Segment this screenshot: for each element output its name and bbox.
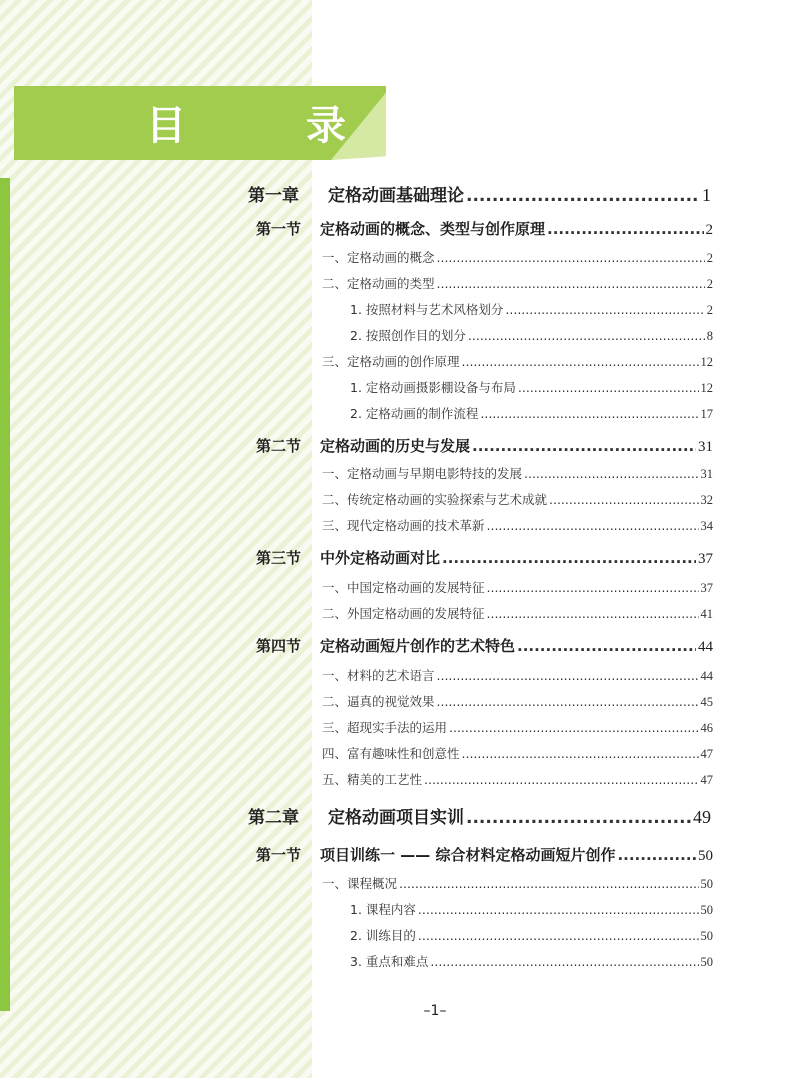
entry-title: 项目训练一 —— 综合材料定格动画短片创作 xyxy=(320,846,616,864)
entry-title: 一、定格动画的概念 xyxy=(322,250,435,265)
entry-page-number: 12 xyxy=(700,355,713,369)
dot-leader xyxy=(418,902,699,917)
dot-leader xyxy=(430,954,698,969)
toc-item xyxy=(322,744,713,762)
entry-title: 1. 按照材料与艺术风格划分 xyxy=(350,302,504,317)
entry-page-number: 46 xyxy=(700,721,713,735)
dot-leader xyxy=(399,876,698,891)
entry-title: 一、中国定格动画的发展特征 xyxy=(322,580,485,595)
entry-page-number: 41 xyxy=(700,607,713,621)
entry-page-number: 50 xyxy=(700,877,713,891)
entry-page-number: 2 xyxy=(705,222,713,238)
toc-item xyxy=(350,926,713,944)
chapter-entry xyxy=(248,803,711,828)
section-entry xyxy=(256,435,713,456)
section-entry xyxy=(256,547,713,568)
entry-page-number: 8 xyxy=(706,329,713,343)
entry-title: 定格动画的概念、类型与创作原理 xyxy=(320,220,546,238)
dot-leader xyxy=(442,549,696,567)
entry-page-number: 50 xyxy=(700,955,713,969)
entry-title: 三、超现实手法的运用 xyxy=(322,720,448,735)
entry-page-number: 31 xyxy=(698,439,713,455)
entry-page-number: 2 xyxy=(706,303,713,317)
entry-title: 二、外国定格动画的发展特征 xyxy=(322,606,485,621)
section-entry xyxy=(256,844,713,865)
toc-item xyxy=(322,464,713,482)
dot-leader xyxy=(480,406,698,421)
toc-item xyxy=(350,300,713,318)
dot-leader xyxy=(524,466,698,481)
entry-title: 三、现代定格动画的技术革新 xyxy=(322,518,485,533)
toc-item xyxy=(322,248,713,266)
entry-label: 第一节 xyxy=(256,846,302,864)
toc-item xyxy=(322,874,713,892)
toc-item xyxy=(322,578,713,596)
dot-leader xyxy=(518,380,699,395)
dot-leader xyxy=(617,846,696,864)
dot-leader xyxy=(547,220,703,238)
entry-title: 2. 训练目的 xyxy=(350,928,416,943)
toc-item xyxy=(350,378,713,396)
dot-leader xyxy=(505,302,704,317)
entry-page-number: 12 xyxy=(700,381,713,395)
entry-label: 第二章 xyxy=(248,808,299,828)
entry-page-number: 2 xyxy=(706,277,713,291)
toc-item xyxy=(350,900,713,918)
entry-title: 五、精美的工艺性 xyxy=(322,772,423,787)
entry-title: 定格动画基础理论 xyxy=(328,186,464,206)
entry-title: 二、定格动画的类型 xyxy=(322,276,435,291)
entry-page-number: 1 xyxy=(702,185,711,205)
dot-leader xyxy=(462,746,699,761)
entry-title: 2. 按照创作目的划分 xyxy=(350,328,466,343)
entry-title: 三、定格动画的创作原理 xyxy=(322,354,460,369)
entry-page-number: 50 xyxy=(700,929,713,943)
entry-page-number: 2 xyxy=(706,251,713,265)
dot-leader xyxy=(437,250,705,265)
entry-page-number: 47 xyxy=(700,773,713,787)
entry-page-number: 47 xyxy=(700,747,713,761)
entry-title: 3. 重点和难点 xyxy=(350,954,429,969)
dot-leader xyxy=(466,808,691,828)
dot-leader xyxy=(462,354,699,369)
chapter-entry xyxy=(248,181,711,206)
dot-leader xyxy=(472,437,696,455)
toc-item xyxy=(322,666,713,684)
toc-item xyxy=(322,352,713,370)
entry-title: 定格动画的历史与发展 xyxy=(320,437,471,455)
dot-leader xyxy=(517,637,696,655)
entry-page-number: 49 xyxy=(693,807,711,827)
toc-item xyxy=(322,490,713,508)
toc-item xyxy=(322,604,713,622)
entry-page-number: 17 xyxy=(700,407,713,421)
entry-page-number: 37 xyxy=(698,551,713,567)
entry-label: 第二节 xyxy=(256,437,302,455)
entry-page-number: 44 xyxy=(698,639,713,655)
entry-title: 定格动画项目实训 xyxy=(328,808,464,828)
toc-item xyxy=(322,770,713,788)
dot-leader xyxy=(487,606,699,621)
entry-title: 1. 定格动画摄影棚设备与布局 xyxy=(350,380,516,395)
dot-leader xyxy=(437,276,705,291)
entry-label: 第一节 xyxy=(256,220,302,238)
entry-page-number: 37 xyxy=(700,581,713,595)
dot-leader xyxy=(437,668,699,683)
entry-title: 一、课程概况 xyxy=(322,876,398,891)
entry-page-number: 50 xyxy=(700,903,713,917)
dot-leader xyxy=(468,328,705,343)
entry-page-number: 32 xyxy=(700,493,713,507)
entry-page-number: 44 xyxy=(700,669,713,683)
dot-leader xyxy=(424,772,698,787)
dot-leader xyxy=(487,518,699,533)
dot-leader xyxy=(418,928,699,943)
dot-leader xyxy=(437,694,699,709)
entry-title: 四、富有趣味性和创意性 xyxy=(322,746,460,761)
entry-title: 1. 课程内容 xyxy=(350,902,416,917)
page-title: 目 录 xyxy=(146,102,386,149)
section-entry xyxy=(256,635,713,656)
dot-leader xyxy=(549,492,698,507)
entry-label: 第一章 xyxy=(248,186,299,206)
section-entry xyxy=(256,218,713,239)
entry-title: 一、材料的艺术语言 xyxy=(322,668,435,683)
entry-title: 中外定格动画对比 xyxy=(320,549,441,567)
toc-item xyxy=(322,516,713,534)
entry-label: 第四节 xyxy=(256,637,302,655)
entry-title: 一、定格动画与早期电影特技的发展 xyxy=(322,466,523,481)
entry-title: 2. 定格动画的制作流程 xyxy=(350,406,479,421)
toc-item xyxy=(350,404,713,422)
dot-leader xyxy=(466,186,700,206)
toc-item xyxy=(350,326,713,344)
toc-item xyxy=(322,718,713,736)
entry-title: 定格动画短片创作的艺术特色 xyxy=(320,637,516,655)
toc-item xyxy=(322,274,713,292)
entry-title: 二、传统定格动画的实验探索与艺术成就 xyxy=(322,492,548,507)
entry-page-number: 45 xyxy=(700,695,713,709)
entry-label: 第三节 xyxy=(256,549,302,567)
dot-leader xyxy=(449,720,698,735)
entry-page-number: 34 xyxy=(700,519,713,533)
toc-item xyxy=(322,692,713,710)
entry-page-number: 31 xyxy=(700,467,713,481)
entry-page-number: 50 xyxy=(698,848,713,864)
page-number: –1– xyxy=(423,1003,447,1019)
entry-title: 二、逼真的视觉效果 xyxy=(322,694,435,709)
dot-leader xyxy=(487,580,699,595)
toc-item xyxy=(350,952,713,970)
